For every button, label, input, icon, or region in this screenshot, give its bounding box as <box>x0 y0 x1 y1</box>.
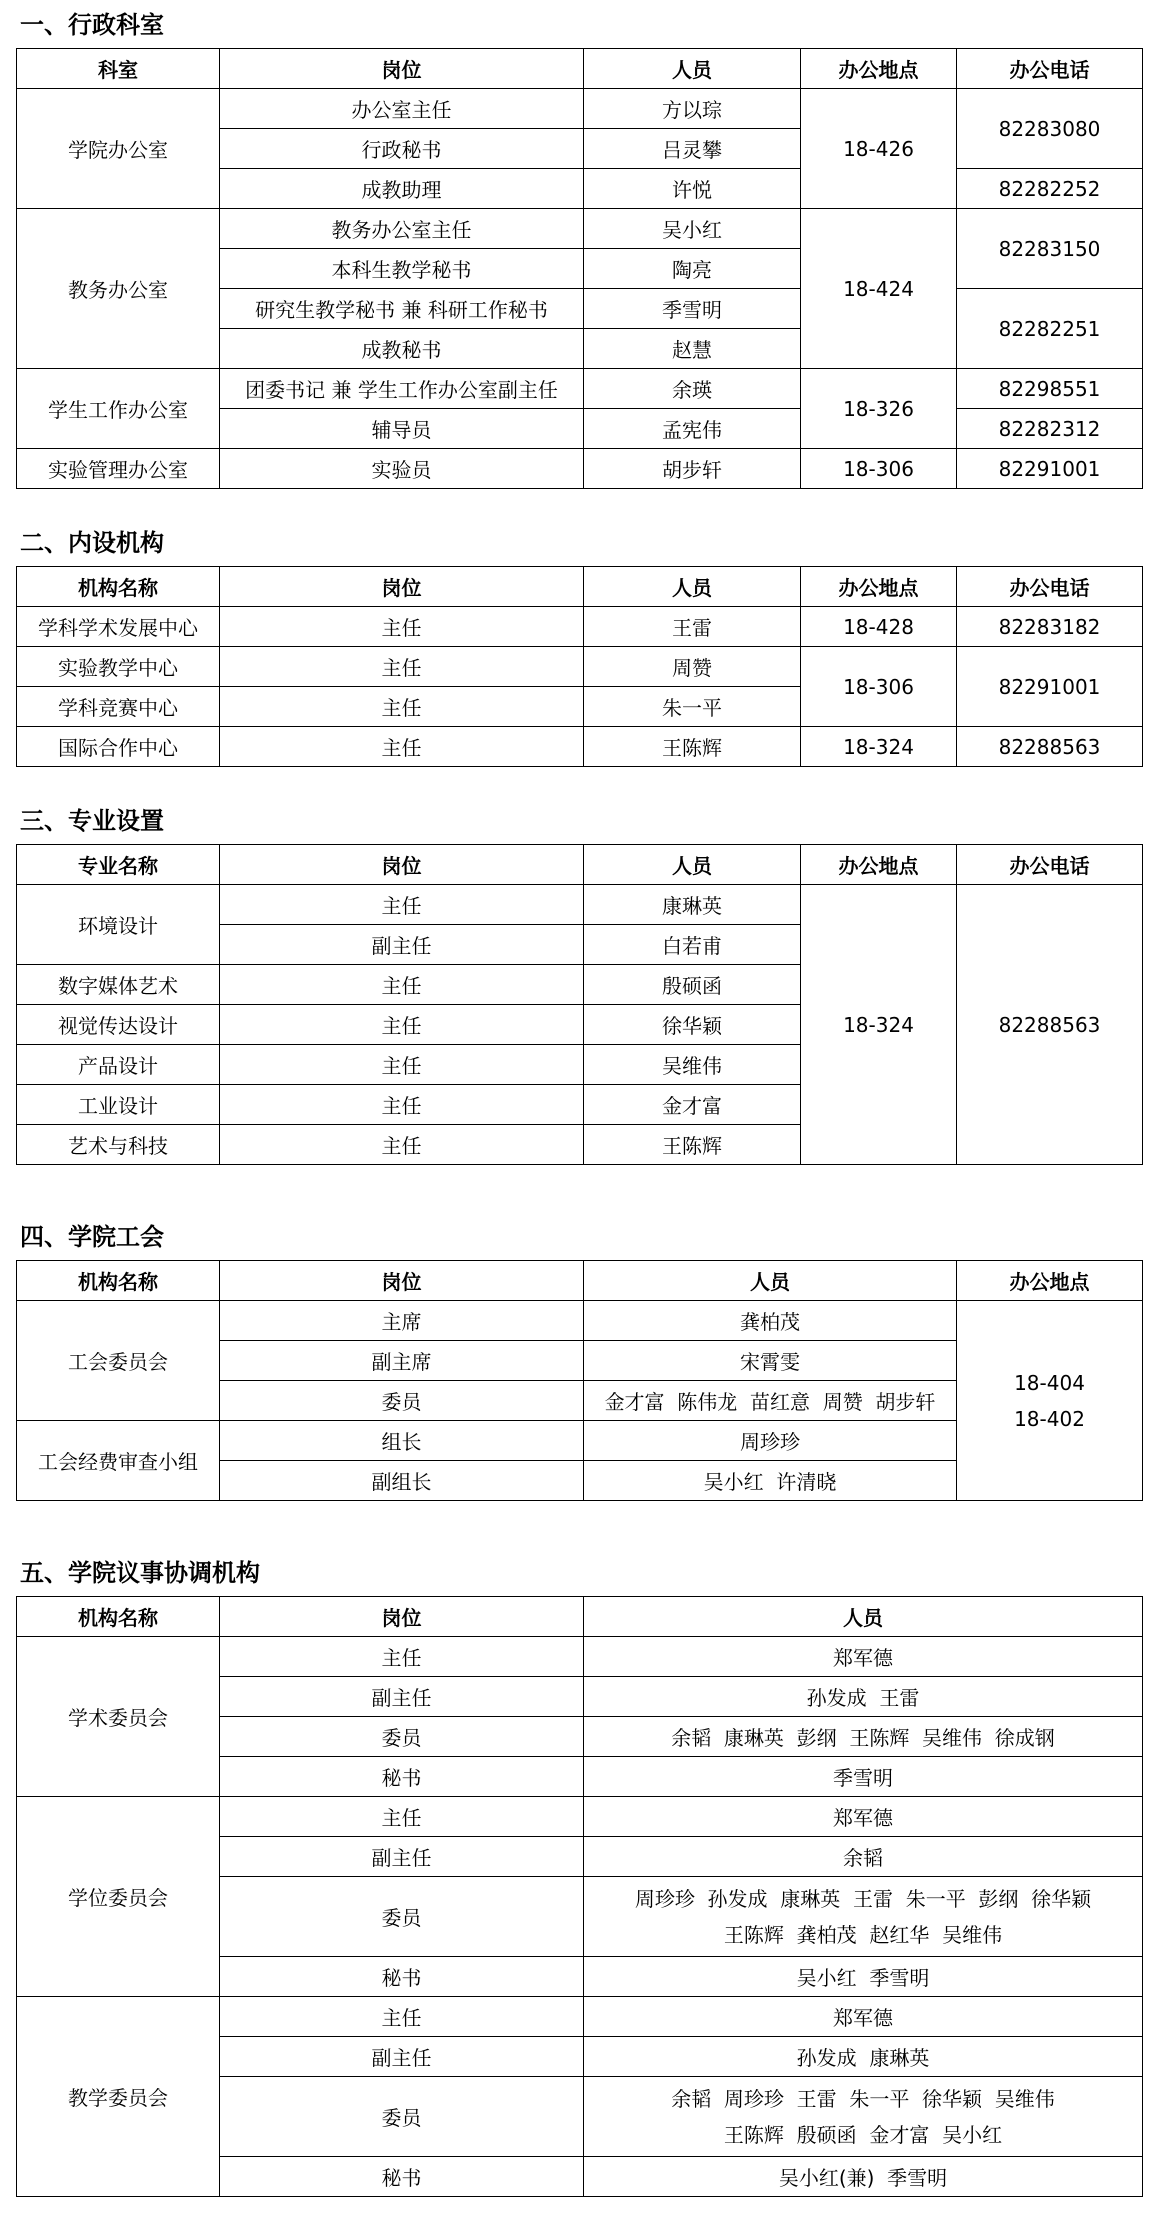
position: 主任 <box>220 1005 584 1045</box>
table-row <box>17 1997 1143 2037</box>
councils-table <box>16 1596 1143 2197</box>
member-line: 王陈辉 殷硕函 金才富 吴小红 <box>723 2122 1003 2147</box>
table-row <box>17 647 1143 687</box>
position: 主任 <box>220 1797 584 1837</box>
section-trade-union <box>16 1222 1142 1501</box>
position: 副主任 <box>220 1677 584 1717</box>
position: 主任 <box>220 687 584 727</box>
position: 行政秘书 <box>220 129 584 169</box>
col-header: 岗位 <box>220 1261 584 1301</box>
person: 吴小红(兼) 季雪明 <box>584 2157 1143 2197</box>
section-majors <box>16 806 1142 1165</box>
person: 王雷 <box>584 607 801 647</box>
person: 王陈辉 <box>584 1125 801 1165</box>
table-header-row <box>17 49 1143 89</box>
position: 主任 <box>220 1045 584 1085</box>
person: 周赞 <box>584 647 801 687</box>
person: 余瑛 <box>584 369 801 409</box>
col-header: 专业名称 <box>17 845 220 885</box>
position: 委员 <box>220 1381 584 1421</box>
person: 余韬 <box>584 1837 1143 1877</box>
position: 成教秘书 <box>220 329 584 369</box>
position: 副主任 <box>220 925 584 965</box>
person: 郑军德 <box>584 1997 1143 2037</box>
majors-table <box>16 844 1143 1165</box>
member-line: 周珍珍 孙发成 康琳英 王雷 朱一平 彭纲 徐华颖 <box>634 1886 1092 1911</box>
position: 教务办公室主任 <box>220 209 584 249</box>
col-header: 办公电话 <box>957 49 1143 89</box>
office-location: 18-324 <box>801 885 957 1165</box>
org-name: 实验教学中心 <box>17 647 220 687</box>
person: 陶亮 <box>584 249 801 289</box>
position: 主任 <box>220 1997 584 2037</box>
council-name: 学位委员会 <box>17 1797 220 1997</box>
office-phone: 82282252 <box>957 169 1143 209</box>
col-header: 办公电话 <box>957 567 1143 607</box>
section-admin-offices <box>16 10 1142 489</box>
position: 副主席 <box>220 1341 584 1381</box>
person: 郑军德 <box>584 1797 1143 1837</box>
office-location <box>957 1301 1143 1501</box>
person: 徐华颖 <box>584 1005 801 1045</box>
dept-name: 实验管理办公室 <box>17 449 220 489</box>
col-header: 办公电话 <box>957 845 1143 885</box>
dept-name: 教务办公室 <box>17 209 220 369</box>
person: 郑军德 <box>584 1637 1143 1677</box>
council-name: 学术委员会 <box>17 1637 220 1797</box>
position: 组长 <box>220 1421 584 1461</box>
office-phone: 82298551 <box>957 369 1143 409</box>
table-row <box>17 1637 1143 1677</box>
office-phone: 82282312 <box>957 409 1143 449</box>
person: 余韬 康琳英 彭纲 王陈辉 吴维伟 徐成钢 <box>584 1717 1143 1757</box>
section-title: 三、专业设置 <box>20 807 164 835</box>
position: 主任 <box>220 647 584 687</box>
member-line: 余韬 周珍珍 王雷 朱一平 徐华颖 吴维伟 <box>671 2086 1055 2111</box>
table-row <box>17 369 1143 409</box>
position: 实验员 <box>220 449 584 489</box>
section-title: 一、行政科室 <box>20 11 164 39</box>
person: 康琳英 <box>584 885 801 925</box>
person: 吴小红 <box>584 209 801 249</box>
dept-name: 学院办公室 <box>17 89 220 209</box>
person: 赵慧 <box>584 329 801 369</box>
position: 办公室主任 <box>220 89 584 129</box>
person: 胡步轩 <box>584 449 801 489</box>
position: 副组长 <box>220 1461 584 1501</box>
col-header: 办公地点 <box>801 845 957 885</box>
position: 主任 <box>220 1637 584 1677</box>
table-header-row <box>17 1261 1143 1301</box>
person: 金才富 陈伟龙 苗红意 周赞 胡步轩 <box>584 1381 957 1421</box>
major-name: 产品设计 <box>17 1045 220 1085</box>
major-name: 环境设计 <box>17 885 220 965</box>
position: 主任 <box>220 727 584 767</box>
person: 孟宪伟 <box>584 409 801 449</box>
section-title: 四、学院工会 <box>20 1223 164 1251</box>
person: 金才富 <box>584 1085 801 1125</box>
person: 孙发成 王雷 <box>584 1677 1143 1717</box>
office-phone: 82288563 <box>957 727 1143 767</box>
person: 吴小红 许清晓 <box>584 1461 957 1501</box>
office-phone: 82283080 <box>957 89 1143 169</box>
org-name: 工会经费审查小组 <box>17 1421 220 1501</box>
major-name: 视觉传达设计 <box>17 1005 220 1045</box>
col-header: 机构名称 <box>17 1597 220 1637</box>
office-phone: 82283150 <box>957 209 1143 289</box>
col-header: 科室 <box>17 49 220 89</box>
section-internal-orgs <box>16 528 1142 767</box>
person: 周珍珍 <box>584 1421 957 1461</box>
table-row <box>17 727 1143 767</box>
office-location: 18-324 <box>801 727 957 767</box>
office-phone: 82283182 <box>957 607 1143 647</box>
office-location: 18-426 <box>801 89 957 209</box>
position: 委员 <box>220 1877 584 1957</box>
org-name: 学科学术发展中心 <box>17 607 220 647</box>
table-header-row <box>17 567 1143 607</box>
office-location-1: 18-404 <box>1014 1370 1085 1395</box>
position: 委员 <box>220 1717 584 1757</box>
person: 朱一平 <box>584 687 801 727</box>
section-title: 五、学院议事协调机构 <box>20 1559 260 1587</box>
col-header: 机构名称 <box>17 1261 220 1301</box>
section-councils <box>16 1558 1142 2197</box>
person: 宋霄雯 <box>584 1341 957 1381</box>
council-name: 教学委员会 <box>17 1997 220 2197</box>
col-header: 办公地点 <box>957 1261 1143 1301</box>
office-phone: 82282251 <box>957 289 1143 369</box>
office-location: 18-306 <box>801 449 957 489</box>
table-row <box>17 607 1143 647</box>
table-row <box>17 1301 1143 1341</box>
person: 方以琮 <box>584 89 801 129</box>
trade-union-table <box>16 1260 1143 1501</box>
col-header: 人员 <box>584 1261 957 1301</box>
person: 季雪明 <box>584 289 801 329</box>
col-header: 机构名称 <box>17 567 220 607</box>
position: 主任 <box>220 1125 584 1165</box>
office-location-2: 18-402 <box>1014 1406 1085 1431</box>
person: 许悦 <box>584 169 801 209</box>
member-line: 王陈辉 龚柏茂 赵红华 吴维伟 <box>723 1922 1003 1947</box>
col-header: 办公地点 <box>801 49 957 89</box>
person: 殷硕函 <box>584 965 801 1005</box>
office-phone: 82291001 <box>957 647 1143 727</box>
org-name: 国际合作中心 <box>17 727 220 767</box>
major-name: 艺术与科技 <box>17 1125 220 1165</box>
position: 研究生教学秘书 兼 科研工作秘书 <box>220 289 584 329</box>
office-location: 18-428 <box>801 607 957 647</box>
position: 秘书 <box>220 2157 584 2197</box>
position: 主任 <box>220 965 584 1005</box>
position: 团委书记 兼 学生工作办公室副主任 <box>220 369 584 409</box>
office-phone: 82288563 <box>957 885 1143 1165</box>
position: 成教助理 <box>220 169 584 209</box>
position: 主任 <box>220 885 584 925</box>
position: 主任 <box>220 607 584 647</box>
table-row <box>17 1797 1143 1837</box>
office-location: 18-424 <box>801 209 957 369</box>
position: 辅导员 <box>220 409 584 449</box>
table-header-row <box>17 1597 1143 1637</box>
person: 吕灵攀 <box>584 129 801 169</box>
office-location: 18-306 <box>801 647 957 727</box>
person: 白若甫 <box>584 925 801 965</box>
person: 龚柏茂 <box>584 1301 957 1341</box>
person: 孙发成 康琳英 <box>584 2037 1143 2077</box>
col-header: 岗位 <box>220 49 584 89</box>
table-row <box>17 885 1143 925</box>
person: 王陈辉 <box>584 727 801 767</box>
col-header: 岗位 <box>220 567 584 607</box>
position: 本科生教学秘书 <box>220 249 584 289</box>
person <box>584 2077 1143 2157</box>
section-title: 二、内设机构 <box>20 529 164 557</box>
col-header: 办公地点 <box>801 567 957 607</box>
major-name: 数字媒体艺术 <box>17 965 220 1005</box>
col-header: 岗位 <box>220 845 584 885</box>
person: 季雪明 <box>584 1757 1143 1797</box>
table-row <box>17 89 1143 129</box>
position: 委员 <box>220 2077 584 2157</box>
position: 秘书 <box>220 1957 584 1997</box>
position: 副主任 <box>220 1837 584 1877</box>
position: 主席 <box>220 1301 584 1341</box>
col-header: 人员 <box>584 49 801 89</box>
table-row <box>17 209 1143 249</box>
col-header: 人员 <box>584 1597 1143 1637</box>
person <box>584 1877 1143 1957</box>
org-name: 工会委员会 <box>17 1301 220 1421</box>
person: 吴维伟 <box>584 1045 801 1085</box>
col-header: 人员 <box>584 567 801 607</box>
office-location: 18-326 <box>801 369 957 449</box>
table-header-row <box>17 845 1143 885</box>
col-header: 岗位 <box>220 1597 584 1637</box>
internal-orgs-table <box>16 566 1143 767</box>
position: 副主任 <box>220 2037 584 2077</box>
table-row <box>17 449 1143 489</box>
position: 主任 <box>220 1085 584 1125</box>
col-header: 人员 <box>584 845 801 885</box>
person: 吴小红 季雪明 <box>584 1957 1143 1997</box>
office-phone: 82291001 <box>957 449 1143 489</box>
position: 秘书 <box>220 1757 584 1797</box>
org-name: 学科竞赛中心 <box>17 687 220 727</box>
dept-name: 学生工作办公室 <box>17 369 220 449</box>
major-name: 工业设计 <box>17 1085 220 1125</box>
admin-offices-table <box>16 48 1143 489</box>
